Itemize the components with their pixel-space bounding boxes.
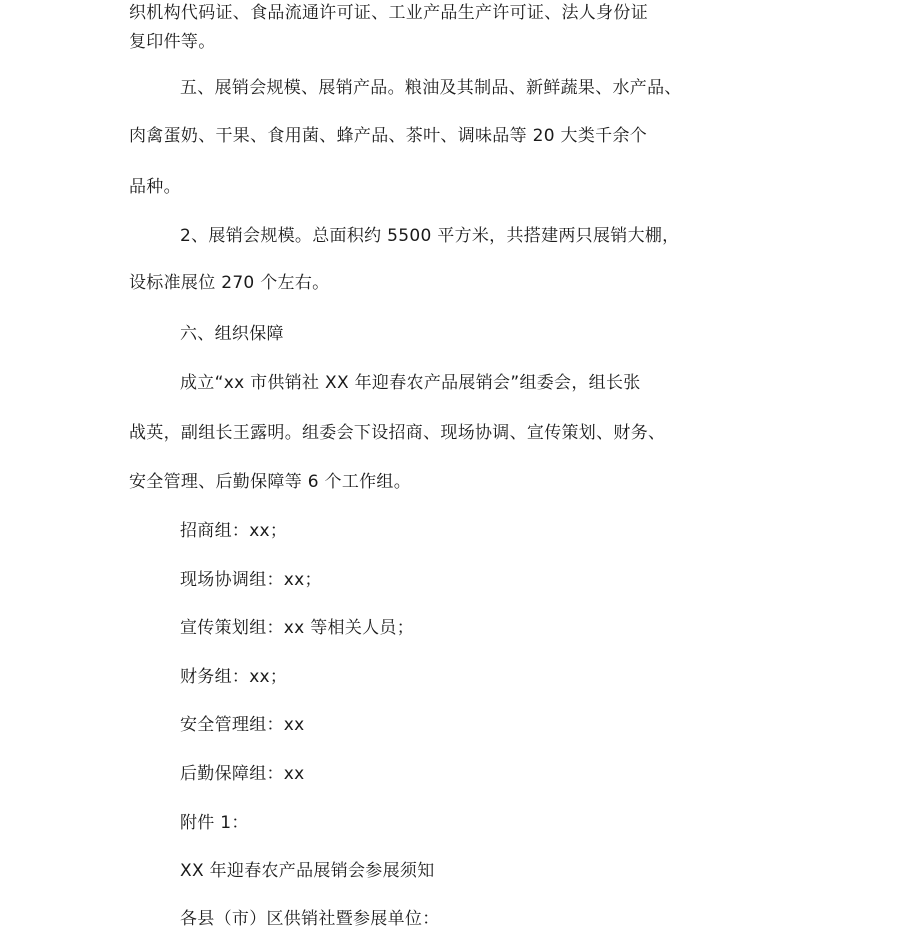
text-line: 成立“xx 市供销社 XX 年迎春农产品展销会”组委会，组长张 — [180, 373, 641, 393]
text-line: 复印件等。 — [129, 32, 216, 52]
salutation: 各县（市）区供销社暨参展单位： — [180, 909, 440, 929]
text-line: 织机构代码证、食品流通许可证、工业产品生产许可证、法人身份证 — [129, 3, 648, 23]
list-item: 宣传策划组：xx 等相关人员； — [180, 618, 415, 638]
attachment-label: 附件 1： — [180, 813, 249, 833]
attachment-title: XX 年迎春农产品展销会参展须知 — [180, 861, 435, 881]
list-item: 后勤保障组：xx — [180, 764, 305, 784]
list-item: 安全管理组：xx — [180, 715, 305, 735]
list-item: 现场协调组：xx； — [180, 570, 322, 590]
text-line: 2、展销会规模。总面积约 5500 平方米，共搭建两只展销大棚， — [180, 226, 680, 246]
text-line: 五、展销会规模、展销产品。粮油及其制品、新鲜蔬果、水产品、 — [180, 78, 682, 98]
text-line: 战英，副组长王露明。组委会下设招商、现场协调、宣传策划、财务、 — [129, 423, 666, 443]
list-item: 招商组：xx； — [180, 521, 288, 541]
text-line: 安全管理、后勤保障等 6 个工作组。 — [129, 472, 412, 492]
text-line: 品种。 — [129, 177, 181, 197]
section-heading: 六、组织保障 — [180, 324, 284, 344]
list-item: 财务组：xx； — [180, 667, 288, 687]
text-line: 肉禽蛋奶、干果、食用菌、蜂产品、茶叶、调味品等 20 大类千余个 — [129, 126, 648, 146]
text-line: 设标准展位 270 个左右。 — [129, 273, 330, 293]
